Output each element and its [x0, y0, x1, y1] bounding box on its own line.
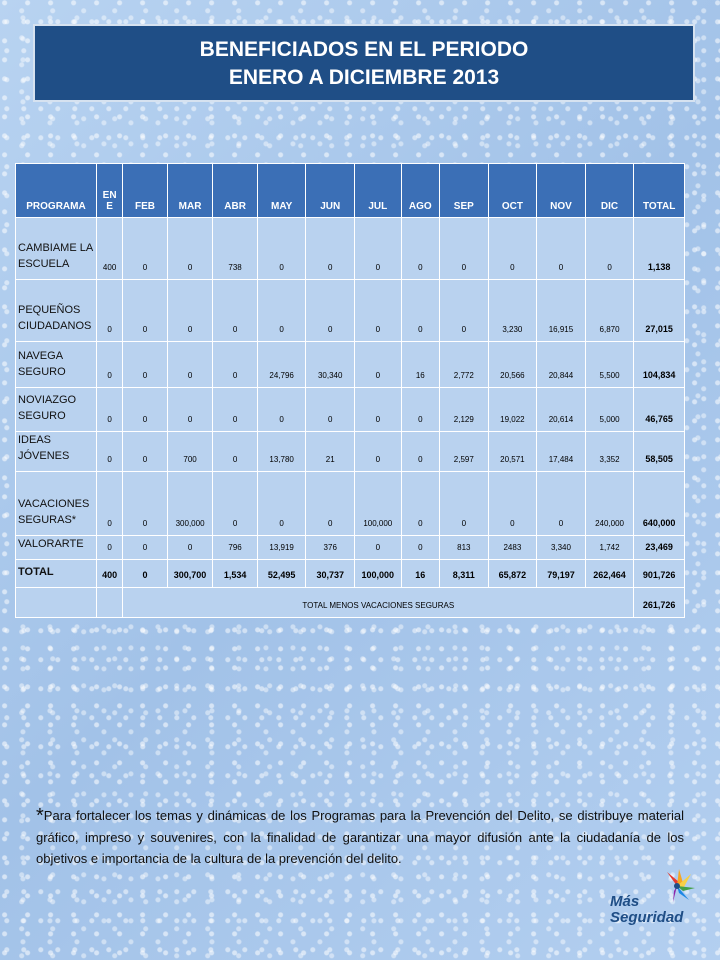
column-header: SEP — [440, 164, 489, 218]
month-value: 0 — [123, 388, 168, 432]
month-value: 0 — [96, 280, 122, 342]
month-value: 0 — [440, 280, 489, 342]
row-total: 46,765 — [634, 388, 685, 432]
subtotal-row — [16, 588, 685, 618]
month-value: 3,340 — [537, 536, 586, 560]
month-value: 21 — [306, 432, 355, 472]
column-header: NOV — [537, 164, 586, 218]
month-value: 0 — [167, 280, 213, 342]
month-value: 5,500 — [585, 342, 634, 388]
empty-cell — [16, 588, 97, 618]
month-value: 0 — [213, 388, 258, 432]
column-header: AGO — [401, 164, 439, 218]
table-row — [16, 536, 685, 560]
footnote — [36, 805, 684, 869]
month-value: 0 — [123, 472, 168, 536]
subtotal-label: TOTAL MENOS VACACIONES SEGURAS — [123, 588, 634, 618]
month-value: 0 — [355, 536, 402, 560]
month-total: 300,700 — [167, 560, 213, 588]
table-row — [16, 218, 685, 280]
footnote-star: * — [36, 805, 44, 827]
month-value: 0 — [96, 388, 122, 432]
month-total: 65,872 — [488, 560, 537, 588]
month-value: 5,000 — [585, 388, 634, 432]
program-name: IDEAS JÓVENES — [16, 432, 97, 472]
column-header: DIC — [585, 164, 634, 218]
month-value: 17,484 — [537, 432, 586, 472]
month-total: 30,737 — [306, 560, 355, 588]
table-body — [16, 218, 685, 618]
month-value: 16,915 — [537, 280, 586, 342]
column-header: MAR — [167, 164, 213, 218]
month-value: 0 — [355, 342, 402, 388]
month-value: 0 — [401, 472, 439, 536]
month-value: 400 — [96, 218, 122, 280]
month-value: 2,597 — [440, 432, 489, 472]
grand-total: 901,726 — [634, 560, 685, 588]
table-row — [16, 388, 685, 432]
month-value: 0 — [123, 536, 168, 560]
subtotal-value: 261,726 — [634, 588, 685, 618]
month-total: 100,000 — [355, 560, 402, 588]
program-name: VACACIONES SEGURAS* — [16, 472, 97, 536]
month-value: 0 — [257, 388, 306, 432]
column-header: EN E — [96, 164, 122, 218]
program-name: VALORARTE — [16, 536, 97, 560]
title-banner — [33, 24, 695, 102]
footnote-text: Para fortalecer los temas y dinámicas de los Programas para la Prevención del Delito, se distribuye material gráfico, impreso y souvenires, con la finalidad de garantizar una mayor difusión ante la ciudadanía de los objetivos e importancia de la cultura de la prevención del delito. — [36, 808, 684, 866]
month-value: 13,780 — [257, 432, 306, 472]
row-total: 23,469 — [634, 536, 685, 560]
month-value: 0 — [123, 218, 168, 280]
month-value: 0 — [213, 432, 258, 472]
month-value: 0 — [306, 218, 355, 280]
program-name: CAMBIAME LA ESCUELA — [16, 218, 97, 280]
row-total: 58,505 — [634, 432, 685, 472]
month-value: 0 — [167, 388, 213, 432]
month-value: 376 — [306, 536, 355, 560]
month-value: 0 — [401, 280, 439, 342]
month-value: 0 — [167, 536, 213, 560]
month-value: 0 — [213, 280, 258, 342]
month-value: 738 — [213, 218, 258, 280]
month-value: 0 — [537, 218, 586, 280]
empty-cell — [96, 588, 122, 618]
beneficiaries-table — [15, 163, 685, 618]
month-value: 0 — [96, 342, 122, 388]
month-value: 0 — [123, 432, 168, 472]
column-header: ABR — [213, 164, 258, 218]
table-row — [16, 472, 685, 536]
month-value: 20,614 — [537, 388, 586, 432]
month-value: 0 — [123, 342, 168, 388]
title-line-1: BENEFICIADOS EN EL PERIODO — [199, 38, 529, 61]
logo-text-mas: Más — [610, 893, 640, 910]
column-header: OCT — [488, 164, 537, 218]
month-value: 0 — [257, 280, 306, 342]
program-name: NAVEGA SEGURO — [16, 342, 97, 388]
month-value: 700 — [167, 432, 213, 472]
month-total: 16 — [401, 560, 439, 588]
month-value: 0 — [257, 218, 306, 280]
total-label: TOTAL — [16, 560, 97, 588]
month-value: 0 — [355, 432, 402, 472]
month-value: 0 — [257, 472, 306, 536]
month-value: 19,022 — [488, 388, 537, 432]
month-value: 20,566 — [488, 342, 537, 388]
month-total: 52,495 — [257, 560, 306, 588]
month-value: 0 — [355, 280, 402, 342]
month-value: 0 — [488, 472, 537, 536]
row-total: 27,015 — [634, 280, 685, 342]
program-name: PEQUEÑOS CIUDADANOS — [16, 280, 97, 342]
month-value: 6,870 — [585, 280, 634, 342]
logo-text-seguridad: Seguridad — [610, 909, 684, 926]
month-total: 400 — [96, 560, 122, 588]
month-value: 796 — [213, 536, 258, 560]
column-header: MAY — [257, 164, 306, 218]
month-value: 2,129 — [440, 388, 489, 432]
month-value: 0 — [167, 218, 213, 280]
month-value: 0 — [488, 218, 537, 280]
month-value: 0 — [306, 388, 355, 432]
month-value: 2483 — [488, 536, 537, 560]
month-value: 0 — [355, 218, 402, 280]
month-value: 0 — [401, 432, 439, 472]
column-header: PROGRAMA — [16, 164, 97, 218]
month-value: 30,340 — [306, 342, 355, 388]
month-value: 813 — [440, 536, 489, 560]
month-value: 0 — [355, 388, 402, 432]
row-total: 640,000 — [634, 472, 685, 536]
month-total: 8,311 — [440, 560, 489, 588]
program-name: NOVIAZGO SEGURO — [16, 388, 97, 432]
month-value: 20,571 — [488, 432, 537, 472]
month-value: 0 — [96, 472, 122, 536]
month-value: 0 — [401, 218, 439, 280]
month-value: 16 — [401, 342, 439, 388]
month-total: 1,534 — [213, 560, 258, 588]
month-value: 0 — [123, 280, 168, 342]
column-header: TOTAL — [634, 164, 685, 218]
month-value: 1,742 — [585, 536, 634, 560]
column-header: JUL — [355, 164, 402, 218]
month-value: 240,000 — [585, 472, 634, 536]
month-total: 262,464 — [585, 560, 634, 588]
month-value: 0 — [440, 218, 489, 280]
month-value: 0 — [306, 472, 355, 536]
month-value: 20,844 — [537, 342, 586, 388]
month-value: 2,772 — [440, 342, 489, 388]
month-value: 100,000 — [355, 472, 402, 536]
month-value: 13,919 — [257, 536, 306, 560]
column-header: JUN — [306, 164, 355, 218]
month-value: 0 — [306, 280, 355, 342]
month-total: 79,197 — [537, 560, 586, 588]
column-header: FEB — [123, 164, 168, 218]
table-row — [16, 432, 685, 472]
title-line-2: ENERO A DICIEMBRE 2013 — [228, 66, 500, 89]
table-row — [16, 342, 685, 388]
total-row — [16, 560, 685, 588]
month-value: 0 — [167, 342, 213, 388]
month-value: 0 — [96, 432, 122, 472]
month-value: 3,230 — [488, 280, 537, 342]
month-value: 3,352 — [585, 432, 634, 472]
row-total: 1,138 — [634, 218, 685, 280]
month-value: 300,000 — [167, 472, 213, 536]
month-value: 0 — [213, 342, 258, 388]
table-row — [16, 280, 685, 342]
month-value: 0 — [213, 472, 258, 536]
month-value: 0 — [585, 218, 634, 280]
month-value: 0 — [537, 472, 586, 536]
month-value: 0 — [96, 536, 122, 560]
table-header-row — [16, 164, 685, 218]
month-total: 0 — [123, 560, 168, 588]
month-value: 0 — [401, 388, 439, 432]
month-value: 24,796 — [257, 342, 306, 388]
month-value: 0 — [401, 536, 439, 560]
row-total: 104,834 — [634, 342, 685, 388]
month-value: 0 — [440, 472, 489, 536]
